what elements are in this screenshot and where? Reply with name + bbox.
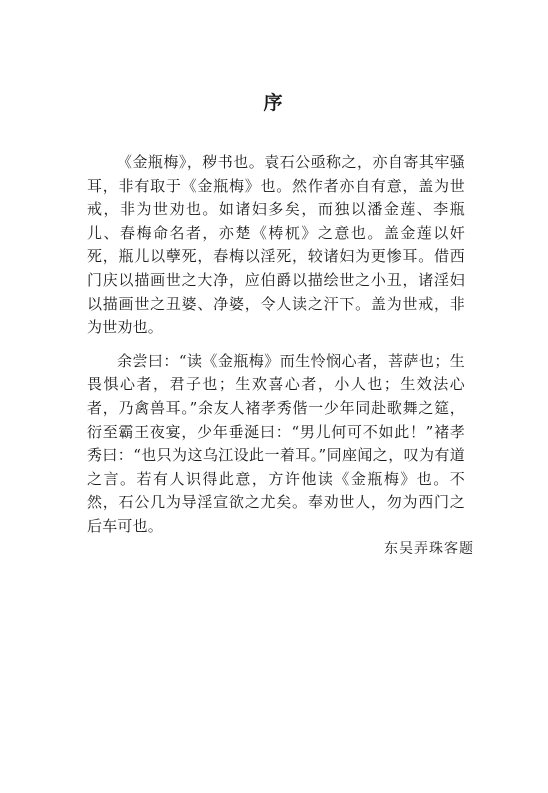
- page-title: 序: [263, 92, 285, 114]
- preface-body: [87, 151, 465, 539]
- author-signature: 东吴弄珠客题: [384, 541, 474, 557]
- preface-paragraph-1: 《金瓶梅》，秽书也。袁石公亟称之，亦自寄其牢骚耳，非有取于《金瓶梅》也。然作者亦自有意，盖为世戒，非为世劝也。如诸妇多矣，而独以潘金莲、李瓶儿、春梅命名者，亦楚《梼杌》之意也。盖金莲以奸死，瓶儿以孽死，春梅以淫死，较诸妇为更惨耳。借西门庆以描画世之大净，应伯爵以描绘世之小丑，诸淫妇以描画世之丑婆、净婆，令人读之汗下。盖为世戒，非为世劝也。: [87, 153, 465, 337]
- preface-paragraph-2: 余尝曰：“读《金瓶梅》而生怜悯心者，菩萨也；生畏惧心者，君子也；生欢喜心者，小人也；生效法心者，乃禽兽耳。”余友人褚孝秀偕一少年同赴歌舞之筵，衍至霸王夜宴，少年垂涎曰：“男儿何可不如此！”褚孝秀曰：“也只为这乌江设此一着耳。”同座闻之，叹为有道之言。若有人识得此意，方许他读《金瓶梅》也。不然，石公几为导淫宣欲之尤矣。奉劝世人，勿为西门之后车可也。: [87, 351, 465, 535]
